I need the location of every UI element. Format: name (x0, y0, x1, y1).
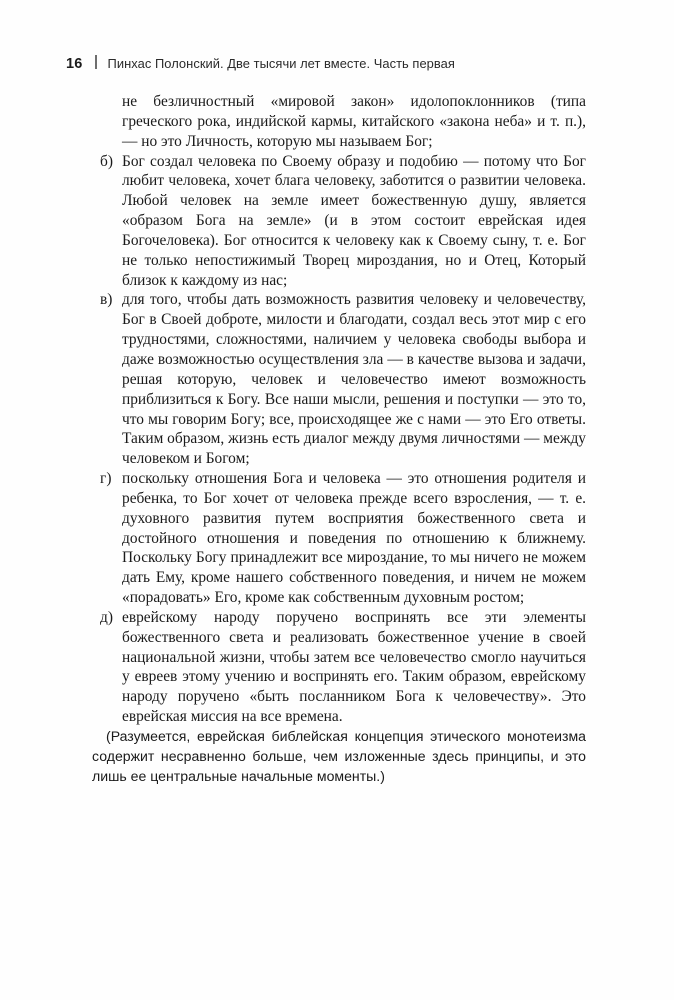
list-item (92, 152, 586, 291)
list-item-text: для того, чтобы дать возможность развития человеку и человечеству, Бог в Своей доброте, милости и благодати, создал весь этот мир с его трудностями, сложностями, наличием у человека свободы выбора и даже возможностью осуществления зла — в качестве вызова и задачи, решая которую, человек и человечество имеют возможность приблизиться к Богу. Все наши мысли, решения и поступки — это то, что мы говорим Богу; все, происходящее же с нами — это Его ответы. Таким образом, жизнь есть диалог между двумя личностями — между человеком и Богом; (122, 291, 586, 468)
list-item-text: Бог создал человека по Своему образу и подобию — потому что Бог любит человека, хочет блага человеку, заботится о развитии человека. Любой человек на земле имеет божественную душу, является «образом Бога на земле» (и в этом состоит еврейская идея Богочеловека). Бог относится к человеку как к Своему сыну, т. е. Бог не только непостижимый Творец мироздания, но и Отец, Который близок к каждому из нас; (122, 152, 586, 289)
list-item (92, 290, 586, 469)
list-item-text: поскольку отношения Бога и человека — это отношения родителя и ребенка, то Бог хочет от человека прежде всего взросления, — т. е. духовного развития путем восприятия божественного света и достойного отношения и поведения по отношению к ближнему. Поскольку Богу принадлежит все мироздание, то мы ничего не можем дать Ему, кроме нашего собственного поведения, и ничем не можем «порадовать» Его, кроме как собственным духовным ростом; (122, 470, 586, 607)
list-item-text: еврейскому народу поручено воспринять все эти элементы божественного света и реализовать божественное учение в своей национальной жизни, чтобы затем все человечество смогло научиться у евреев этому учению и воспринять его. Таким образом, еврейскому народу поручено «быть посланником Бога к человечеству». Это еврейская миссия на все времена. (122, 608, 586, 726)
closing-paragraph: (Разумеется, еврейская библейская концепция этического монотеизма содержит несравненно больше, чем изложенные здесь принципы, и это лишь ее центральные начальные моменты.) (92, 728, 586, 784)
list-item-marker: д) (100, 608, 113, 626)
list-item-marker: б) (100, 152, 113, 170)
page-number: 16 (66, 56, 83, 72)
running-header (66, 54, 455, 72)
header-separator-rule (95, 55, 97, 69)
list-item-marker: г) (100, 470, 112, 488)
continuation-paragraph: не безличностный «мировой закон» идолопоклонников (типа греческого рока, индийской кармы, китайского «закона неба» и т. п.), — но это Личность, которую мы называем Бог; (122, 93, 586, 150)
list-item-marker: в) (100, 291, 113, 309)
text-block (92, 92, 586, 787)
list-item (92, 469, 586, 608)
book-title: Пинхас Полонский. Две тысячи лет вместе. Часть первая (107, 56, 455, 71)
list-item (92, 608, 586, 727)
